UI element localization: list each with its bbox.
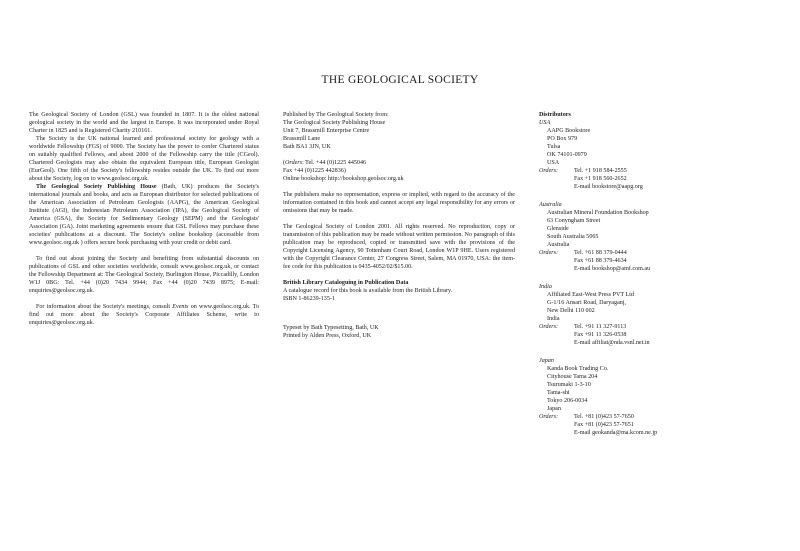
orders-label: Orders:	[539, 414, 559, 420]
orders-tel: Tel. +91 11 327-9113	[574, 324, 627, 330]
page-title: THE GEOLOGICAL SOCIETY	[321, 74, 479, 86]
region-name: Australia	[539, 202, 562, 208]
distributor-australia	[539, 201, 789, 273]
region-name: USA	[539, 120, 551, 126]
paragraph-publishing-house	[29, 183, 259, 247]
address-line: AAPG Bookstore	[547, 128, 591, 134]
distributor-orders	[539, 323, 789, 347]
publisher-orders-fax: Fax +44 (0)1225 442836)	[283, 168, 346, 174]
orders-label: Orders:	[539, 324, 559, 330]
distributor-address	[539, 365, 789, 413]
orders-label: Orders	[285, 160, 303, 166]
orders-tel: Tel. +1 918 584-2555	[574, 168, 627, 174]
online-bookshop: Online bookshop: http://bookshop.geolsoc.org.uk	[283, 176, 404, 182]
distributor-usa	[539, 119, 789, 191]
orders-tel: Tel. +81 (0)423 57-7650	[574, 414, 634, 420]
address-line: Glenside	[547, 226, 569, 232]
address-line: The Geological Society Publishing House	[283, 120, 386, 126]
address-line: 63 Conyngham Street	[547, 218, 601, 224]
orders-fax: Fax +61 88 379-4634	[574, 258, 627, 264]
address-line: South Australia 5065	[547, 234, 599, 240]
society-info-column	[29, 111, 259, 327]
typeset-credit: Typeset by Bath Typesetting, Bath, UK	[283, 325, 379, 331]
copyright-notice: The Geological Society of London 2001. All rights reserved. No reproduction, copy or transmission of this publication may be made without written permission. No paragraph of this publication may be reproduced, copied or transmitted save with the provisions of the Copyright Licensing Agency, 90 Tottenham Court Road, London W1P 9HE. Users registered with the Copyright Clearance Center, 27 Congress Street, Salem, MA 01970, USA: the item-fee code for this publication is 0435-4052/02/$15.00.	[283, 224, 515, 270]
address-line: Kanda Book Trading Co.	[547, 366, 609, 372]
publishing-house-text: (Bath, UK) produces the Society's international journals and books, and acts as European distributor for selected publications of the American Association of Petroleum Geologists (AAPG), the American Geological Institute (AGI), the Indonesian Petroleum Association (IPA), the Geological Society of America (GSA), the Society for Sedimentary Geology (SEPM) and the Geologists' Association (GA). Joint marketing agreements ensure that GSL Fellows may purchase these societies' publications at a discount. The Society's online bookshop (accessible from www.geolsoc.org.uk ) offers secure book purchasing with your credit or debit card.	[29, 184, 259, 246]
address-line: OK 74101-0979	[547, 152, 587, 158]
printer-credit: Printed by Alden Press, Oxford, UK	[283, 333, 372, 339]
orders-values	[574, 249, 789, 273]
distributor-japan	[539, 357, 789, 437]
address-line: Cityhouse Tama 204	[547, 374, 598, 380]
orders-label: Orders:	[539, 168, 559, 174]
isbn: ISBN 1-86239-135-1	[283, 296, 335, 302]
distributors-column	[539, 111, 789, 437]
publishing-house-heading: The Geological Society Publishing House	[36, 184, 157, 190]
meetings-text-pre: For information about the Society's meetings, consult	[36, 304, 173, 310]
address-line: USA	[547, 160, 560, 166]
paragraph-fellowship: The Society is the UK national learned and professional society for geology with a worldwide Fellowship (FGS) of 9000. The Society has the power to confer Chartered status on suitably qualified Fellows, and about 2000 of the Fellowship carry the title (CGeol). Chartered Geologists may also obtain the equivalent European title, European Geologist (EurGeol). One fifth of the Society's fellowship resides outside the UK. To find out more about the Society, log on to www.geolsoc.org.uk.	[29, 136, 259, 182]
orders-fax: Fax +81 (0)423 57-7651	[574, 422, 634, 428]
address-line: Unit 7, Brassmill Enterprise Centre	[283, 128, 370, 134]
publisher-address	[283, 111, 515, 151]
orders-values	[574, 167, 789, 191]
distributor-india	[539, 283, 789, 347]
distributor-orders	[539, 249, 789, 273]
orders-fax: Fax +91 11 326-0538	[574, 332, 627, 338]
publisher-orders-tel: (Orders: Tel. +44 (0)1225 445046	[283, 160, 367, 166]
address-line: Bath BA1 3JN, UK	[283, 144, 331, 150]
address-line: Brassmill Lane	[283, 136, 321, 142]
orders-values	[574, 413, 789, 437]
orders-tel: Tel. +61 88 379-0444	[574, 250, 627, 256]
distributor-orders	[539, 413, 789, 437]
region-name: Japan	[539, 358, 554, 364]
address-line: India	[547, 316, 560, 322]
distributors-heading-text: Distributors	[539, 112, 571, 118]
distributor-address	[539, 127, 789, 167]
address-line: Tulsa	[547, 144, 561, 150]
orders-email: E-mail bookshop@amf.com.au	[574, 266, 651, 272]
distributor-orders	[539, 167, 789, 191]
address-line: Tokyo 206-0034	[547, 398, 588, 404]
address-line: Australian Mineral Foundation Bookshop	[547, 210, 649, 216]
distributor-address	[539, 209, 789, 249]
meetings-events: Events	[172, 304, 189, 310]
region-name: India	[539, 284, 552, 290]
address-line: G-1/16 Ansari Road, Daryaganj,	[547, 300, 627, 306]
publisher-info-column	[283, 111, 515, 340]
address-line: Affiliated East-West Press PVT Ltd	[547, 292, 634, 298]
orders-label: Orders:	[539, 250, 559, 256]
cip-heading	[283, 279, 515, 287]
address-line: Published by The Geological Society from:	[283, 112, 389, 118]
address-line: New Delhi 110 002	[547, 308, 595, 314]
orders-email: E-mail geokanda@ma.kcom.ne.jp	[574, 430, 658, 436]
orders-email: E-mail affiliat@nda.vsnl.net.in	[574, 340, 650, 346]
address-line: Tsurumaki 1-3-10	[547, 382, 591, 388]
address-line: PO Box 979	[547, 136, 578, 142]
cip-heading-text: British Library Cataloguing in Publication Data	[283, 280, 409, 286]
meetings-text-post: on www.geolsoc.org.uk. To find out more about the Society's Corporate Affiliates Scheme, write to enquiries@geolsoc.org.uk.	[29, 304, 259, 326]
cip-text: A catalogue record for this book is available from the British Library.	[283, 288, 453, 294]
address-line: Tama-shi	[547, 390, 570, 396]
address-line: Japan	[547, 406, 561, 412]
paragraph-meetings	[29, 303, 259, 327]
paragraph-history: The Geological Society of London (GSL) was founded in 1807. It is the oldest national geological society in the world and the largest in Europe. It was incorporated under Royal Charter in 1825 and is Registered Charity 210161.	[29, 112, 259, 134]
orders-tel: : Tel. +44 (0)1225 445046	[302, 160, 367, 166]
distributor-address	[539, 291, 789, 323]
orders-fax: Fax +1 918 560-2652	[574, 176, 627, 182]
disclaimer: The publishers make no representation, express or implied, with regard to the accuracy of the information contained in this book and cannot accept any legal responsibility for any errors or omissions that may be made.	[283, 192, 515, 214]
paragraph-joining: To find out about joining the Society and benefiting from substantial discounts on publications of GSL and other societies worldwide, consult www.geolsoc.org.uk, or contact the Fellowship Department at: The Geological Society, Burlington House, Piccadilly, London W1J 0BG: Tel. +44 (0)20 7434 9944; Fax +44 (0)20 7439 8975; E-mail: enquiries@geolsoc.org.uk.	[29, 256, 259, 294]
address-line: Australia	[547, 242, 570, 248]
orders-values	[574, 323, 789, 347]
orders-email: E-mail bookstore@aapg.org	[574, 184, 643, 190]
distributors-heading	[539, 111, 789, 119]
